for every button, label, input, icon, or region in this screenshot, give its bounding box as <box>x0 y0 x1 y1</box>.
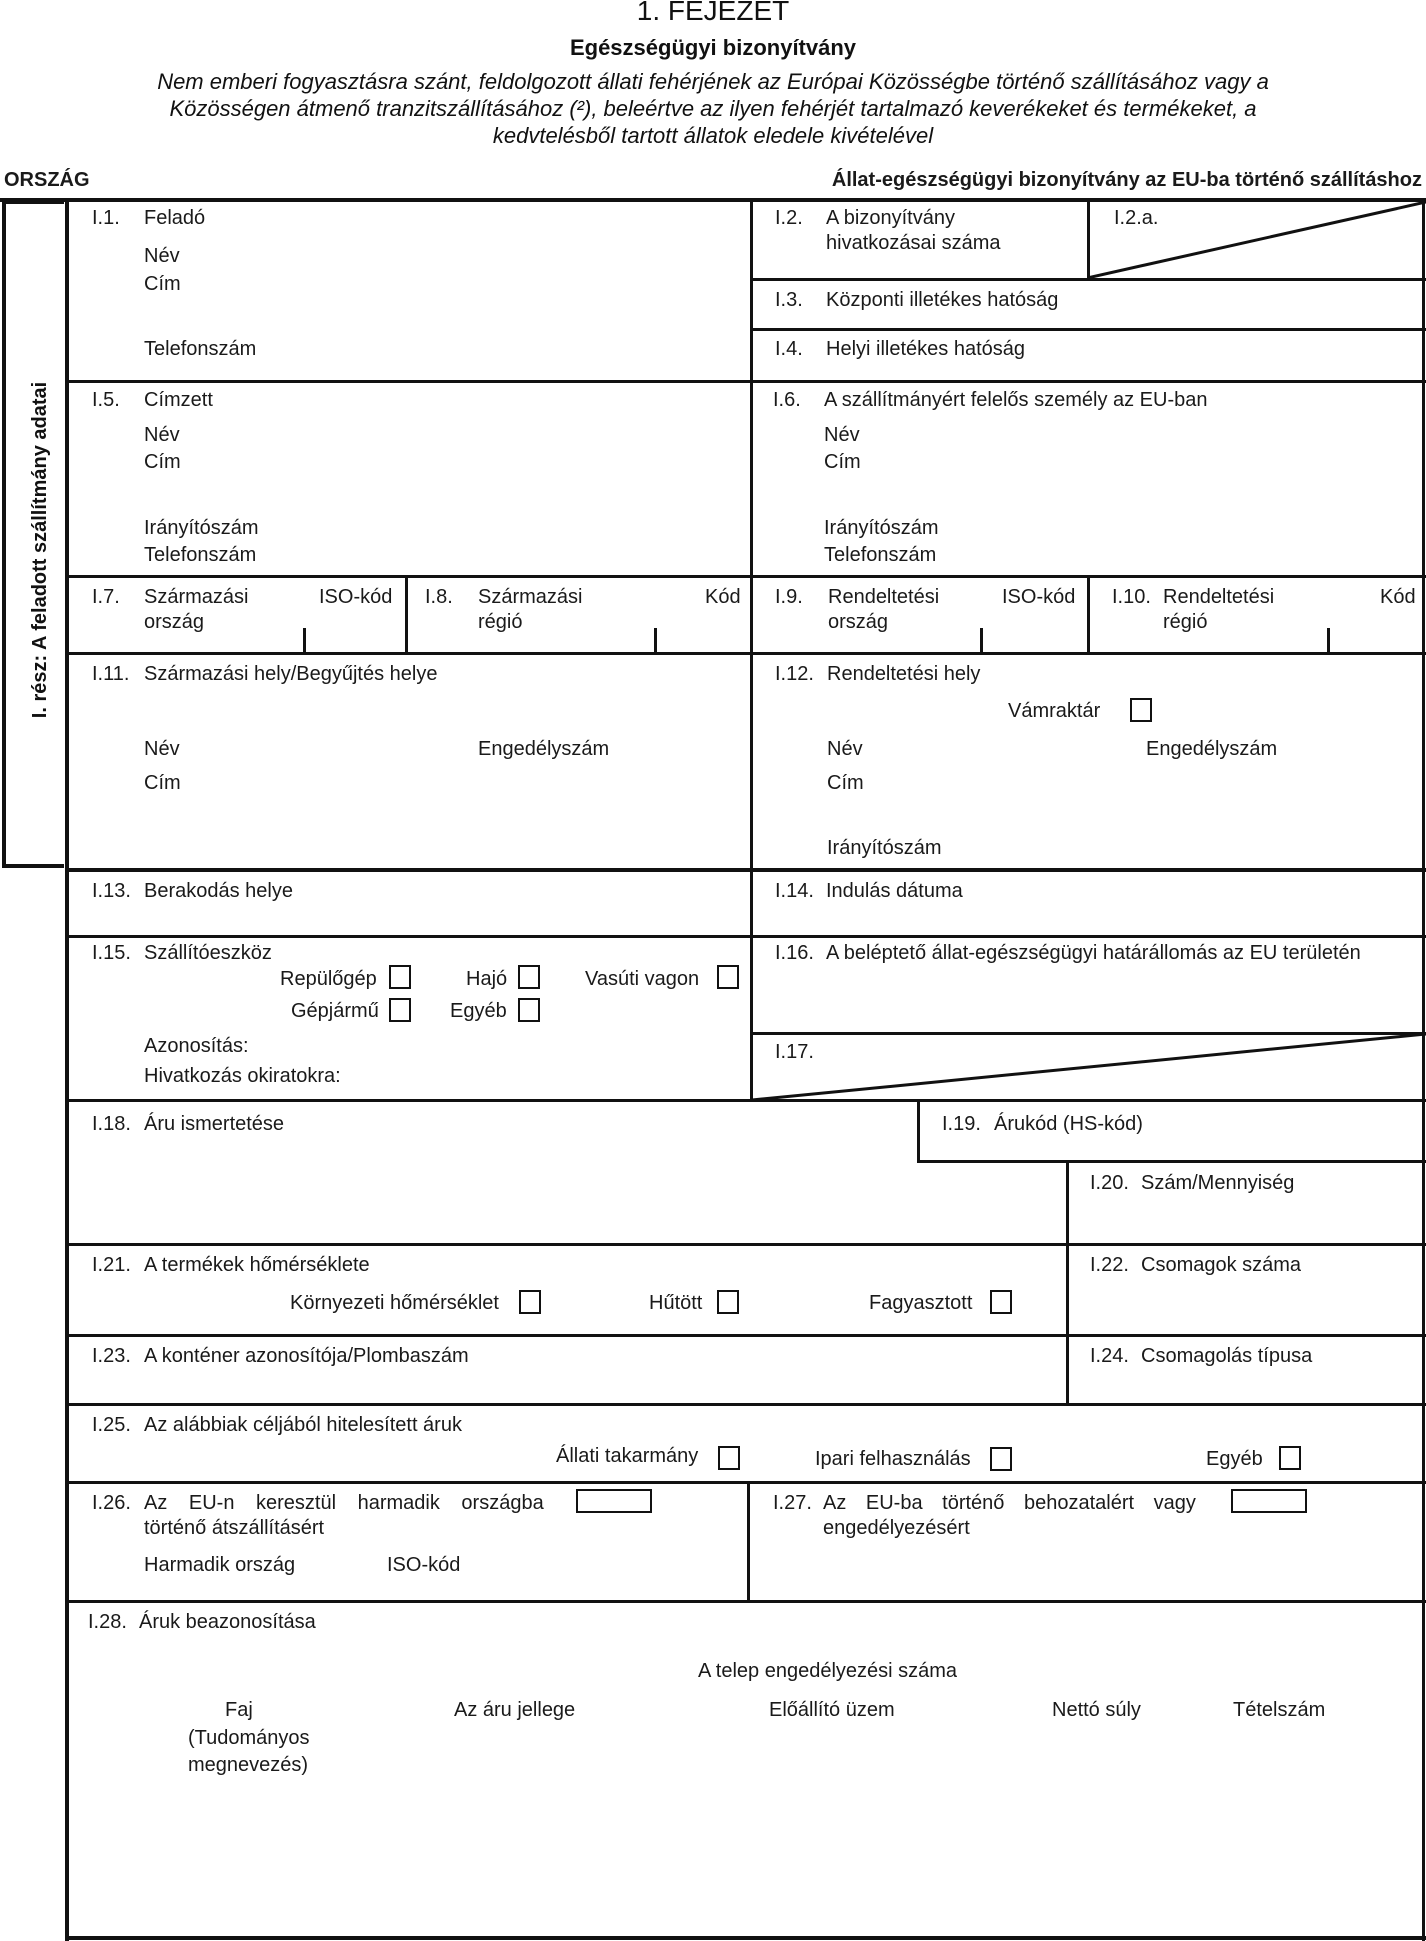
row-i22-bottom <box>65 1334 1426 1337</box>
i3-number: I.3. <box>775 289 803 311</box>
i15-vehicle-checkbox[interactable] <box>389 998 411 1022</box>
row-i20-bottom <box>65 1243 1426 1246</box>
i2-label-2: hivatkozásai száma <box>826 232 1001 254</box>
i19-bottom <box>917 1160 1426 1163</box>
i12-customs-checkbox[interactable] <box>1130 698 1152 722</box>
i21-frozen-checkbox[interactable] <box>990 1290 1012 1314</box>
i7-label-2: ország <box>144 611 205 633</box>
i10-code-tick <box>1327 628 1330 653</box>
i8-label-1: Származási <box>478 586 583 608</box>
i26-number: I.26. <box>92 1492 131 1514</box>
row-i4-bottom <box>65 380 1426 383</box>
i9-code-label: ISO-kód <box>1002 586 1076 608</box>
i10-label-2: régió <box>1163 611 1208 633</box>
i26-label-2: történő átszállításért <box>144 1517 325 1539</box>
i2-label-1: A bizonyítvány <box>826 207 955 229</box>
i26-label-1: Az EU-n keresztül harmadik országba <box>144 1492 544 1514</box>
right-col-divider <box>1066 1160 1069 1405</box>
i9-label-2: ország <box>828 611 889 633</box>
i18-label: Áru ismertetése <box>144 1113 285 1135</box>
i28-label: Áruk beazonosítása <box>139 1611 316 1633</box>
i15-plane-checkbox[interactable] <box>389 965 411 989</box>
i15-docref-label: Hivatkozás okiratokra: <box>144 1065 341 1087</box>
i8-code-label: Kód <box>705 586 741 608</box>
i1-phone-label: Telefonszám <box>144 338 257 360</box>
i11-approval-label: Engedélyszám <box>478 738 610 760</box>
i15-identification-label: Azonosítás: <box>144 1035 249 1057</box>
i20-label: Szám/Mennyiség <box>1141 1172 1295 1194</box>
i12-name-label: Név <box>827 738 863 760</box>
i21-chilled-checkbox[interactable] <box>717 1290 739 1314</box>
center-divider <box>750 200 753 1100</box>
i25-industrial-checkbox[interactable] <box>990 1447 1012 1471</box>
i15-plane-label: Repülőgép <box>280 968 377 990</box>
i15-label: Szállítóeszköz <box>144 942 272 964</box>
i17-number: I.17. <box>775 1041 814 1063</box>
i19-left <box>917 1100 920 1162</box>
i25-number: I.25. <box>92 1414 131 1436</box>
i24-number: I.24. <box>1090 1345 1129 1367</box>
i17-strike <box>750 1032 1426 1102</box>
i12-address-label: Cím <box>827 772 864 794</box>
i26-third-country-label: Harmadik ország <box>144 1554 296 1576</box>
i6-postcode-label: Irányítószám <box>824 517 939 539</box>
i19-number: I.19. <box>942 1113 981 1135</box>
i1-address-label: Cím <box>144 273 181 295</box>
row-i27-bottom <box>65 1600 1426 1603</box>
i15-vehicle-label: Gépjármű <box>291 1000 379 1022</box>
i16-number: I.16. <box>775 942 814 964</box>
i23-number: I.23. <box>92 1345 131 1367</box>
i9-number: I.9. <box>775 586 803 608</box>
i16-label: A beléptető állat-egészségügyi határállomás az EU területén <box>826 942 1361 964</box>
i26-checkbox[interactable] <box>576 1489 652 1513</box>
i14-number: I.14. <box>775 880 814 902</box>
i15-other-checkbox[interactable] <box>518 998 540 1022</box>
i10-label-1: Rendeltetési <box>1163 586 1275 608</box>
row-i24-bottom <box>65 1403 1426 1406</box>
i21-ambient-checkbox[interactable] <box>519 1290 541 1314</box>
i2a-number: I.2.a. <box>1114 207 1159 229</box>
i1-label: Feladó <box>144 207 206 229</box>
i28-col-species-sub2: megnevezés) <box>188 1754 309 1776</box>
i12-postcode-label: Irányítószám <box>827 837 942 859</box>
chapter-title: 1. FEJEZET <box>636 0 790 26</box>
i7-number: I.7. <box>92 586 120 608</box>
i15-rail-label: Vasúti vagon <box>585 968 700 990</box>
i6-label: A szállítmányért felelős személy az EU-ban <box>824 389 1208 411</box>
i2-number: I.2. <box>775 207 803 229</box>
i26-iso-label: ISO-kód <box>387 1554 461 1576</box>
i23-label: A konténer azonosítója/Plombaszám <box>144 1345 469 1367</box>
i15-ship-label: Hajó <box>466 968 508 990</box>
i7-i8-divider <box>405 575 408 653</box>
form-bottom-border <box>65 1936 1426 1940</box>
i15-number: I.15. <box>92 942 131 964</box>
i7-code-label: ISO-kód <box>319 586 393 608</box>
i28-col-nature: Az áru jellege <box>454 1699 576 1721</box>
i3-bottom <box>750 328 1426 331</box>
i12-label: Rendeltetési hely <box>827 663 981 685</box>
i21-number: I.21. <box>92 1254 131 1276</box>
i25-label: Az alábbiak céljából hitelesített áruk <box>144 1414 462 1436</box>
i14-label: Indulás dátuma <box>826 880 963 902</box>
i6-address-label: Cím <box>824 451 861 473</box>
i7-label-1: Származási <box>144 586 249 608</box>
i28-approval-header: A telep engedélyezési száma <box>698 1660 958 1682</box>
i8-code-tick <box>654 628 657 653</box>
i28-col-species: Faj <box>225 1699 253 1721</box>
i11-number: I.11. <box>92 663 130 685</box>
row-i13-bottom <box>65 935 1426 938</box>
row-i6-bottom <box>65 575 1426 578</box>
document-description: Nem emberi fogyasztásra szánt, feldolgozott állati fehérjének az Európai Közösségbe történő szállításához vagy a Közösségen átmenő tranzitszállításához (²), beleértve az ilyen fehérjét tartalmazó keverékeket és termékeket, a kedvtelésből tartott állatok eledele kivételével <box>157 69 1269 148</box>
i6-name-label: Név <box>824 424 860 446</box>
i15-ship-checkbox[interactable] <box>518 965 540 989</box>
i8-label-2: régió <box>478 611 523 633</box>
i13-label: Berakodás helye <box>144 880 293 902</box>
i28-col-batch: Tételszám <box>1233 1699 1326 1721</box>
i5-phone-label: Telefonszám <box>144 544 257 566</box>
i28-number: I.28. <box>88 1611 127 1633</box>
i21-ambient-label: Környezeti hőmérséklet <box>290 1292 499 1314</box>
i26-i27-divider <box>747 1481 750 1601</box>
i11-address-label: Cím <box>144 772 181 794</box>
i13-number: I.13. <box>92 880 131 902</box>
country-label: ORSZÁG <box>4 169 90 191</box>
i7-code-tick <box>303 628 306 653</box>
i8-number: I.8. <box>425 586 453 608</box>
i11-label: Származási hely/Begyűjtés helye <box>144 663 438 685</box>
row-i7-bottom <box>65 652 1426 655</box>
i21-label: A termékek hőmérséklete <box>144 1254 370 1276</box>
i5-address-label: Cím <box>144 451 181 473</box>
i28-col-net-weight: Nettó súly <box>1052 1699 1141 1721</box>
i12-number: I.12. <box>775 663 814 685</box>
i10-number: I.10. <box>1112 586 1151 608</box>
i5-label: Címzett <box>144 389 213 411</box>
i10-code-label: Kód <box>1380 586 1416 608</box>
i27-label-1: Az EU-ba történő behozatalért vagy <box>823 1492 1196 1514</box>
i15-rail-checkbox[interactable] <box>717 965 739 989</box>
i20-number: I.20. <box>1090 1172 1129 1194</box>
i24-label: Csomagolás típusa <box>1141 1345 1313 1367</box>
i18-number: I.18. <box>92 1113 131 1135</box>
i5-postcode-label: Irányítószám <box>144 517 259 539</box>
i4-number: I.4. <box>775 338 803 360</box>
i21-chilled-label: Hűtött <box>649 1292 703 1314</box>
i28-col-plant: Előállító üzem <box>769 1699 895 1721</box>
row-i15-bottom <box>65 1099 1426 1102</box>
i4-label: Helyi illetékes hatóság <box>826 338 1025 360</box>
row-i25-bottom <box>65 1481 1426 1484</box>
i9-label-1: Rendeltetési <box>828 586 940 608</box>
certificate-type: Állat-egészségügyi bizonyítvány az EU-ba történő szállításhoz <box>831 169 1422 191</box>
i28-col-species-sub1: (Tudományos <box>188 1727 310 1749</box>
part-one-side-label: I. rész: A feladott szállítmány adatai <box>29 381 51 719</box>
i3-label: Központi illetékes hatóság <box>826 289 1059 311</box>
i12-approval-label: Engedélyszám <box>1146 738 1278 760</box>
i1-number: I.1. <box>92 207 120 229</box>
i12-customs-label: Vámraktár <box>1008 700 1101 722</box>
i9-i10-divider <box>1087 575 1090 653</box>
i5-name-label: Név <box>144 424 180 446</box>
document-title: Egészségügyi bizonyítvány <box>569 35 857 60</box>
i22-number: I.22. <box>1090 1254 1129 1276</box>
i19-label: Árukód (HS-kód) <box>994 1113 1143 1135</box>
i27-label-2: engedélyezésért <box>823 1517 970 1539</box>
i25-other-label: Egyéb <box>1206 1448 1263 1470</box>
i27-number: I.27. <box>773 1492 812 1514</box>
row-i11-bottom <box>65 868 1426 872</box>
i22-label: Csomagok száma <box>1141 1254 1302 1276</box>
i6-phone-label: Telefonszám <box>824 544 937 566</box>
i9-code-tick <box>980 628 983 653</box>
i25-feed-checkbox[interactable] <box>718 1446 740 1470</box>
i6-number: I.6. <box>773 389 801 411</box>
i11-name-label: Név <box>144 738 180 760</box>
i25-feed-label: Állati takarmány <box>556 1445 699 1467</box>
i1-name-label: Név <box>144 245 180 267</box>
i25-other-checkbox[interactable] <box>1279 1446 1301 1470</box>
i27-checkbox[interactable] <box>1231 1489 1307 1513</box>
i25-industrial-label: Ipari felhasználás <box>815 1448 971 1470</box>
i5-number: I.5. <box>92 389 120 411</box>
i21-frozen-label: Fagyasztott <box>869 1292 973 1314</box>
i15-other-label: Egyéb <box>450 1000 507 1022</box>
form-left-border <box>65 199 69 1941</box>
